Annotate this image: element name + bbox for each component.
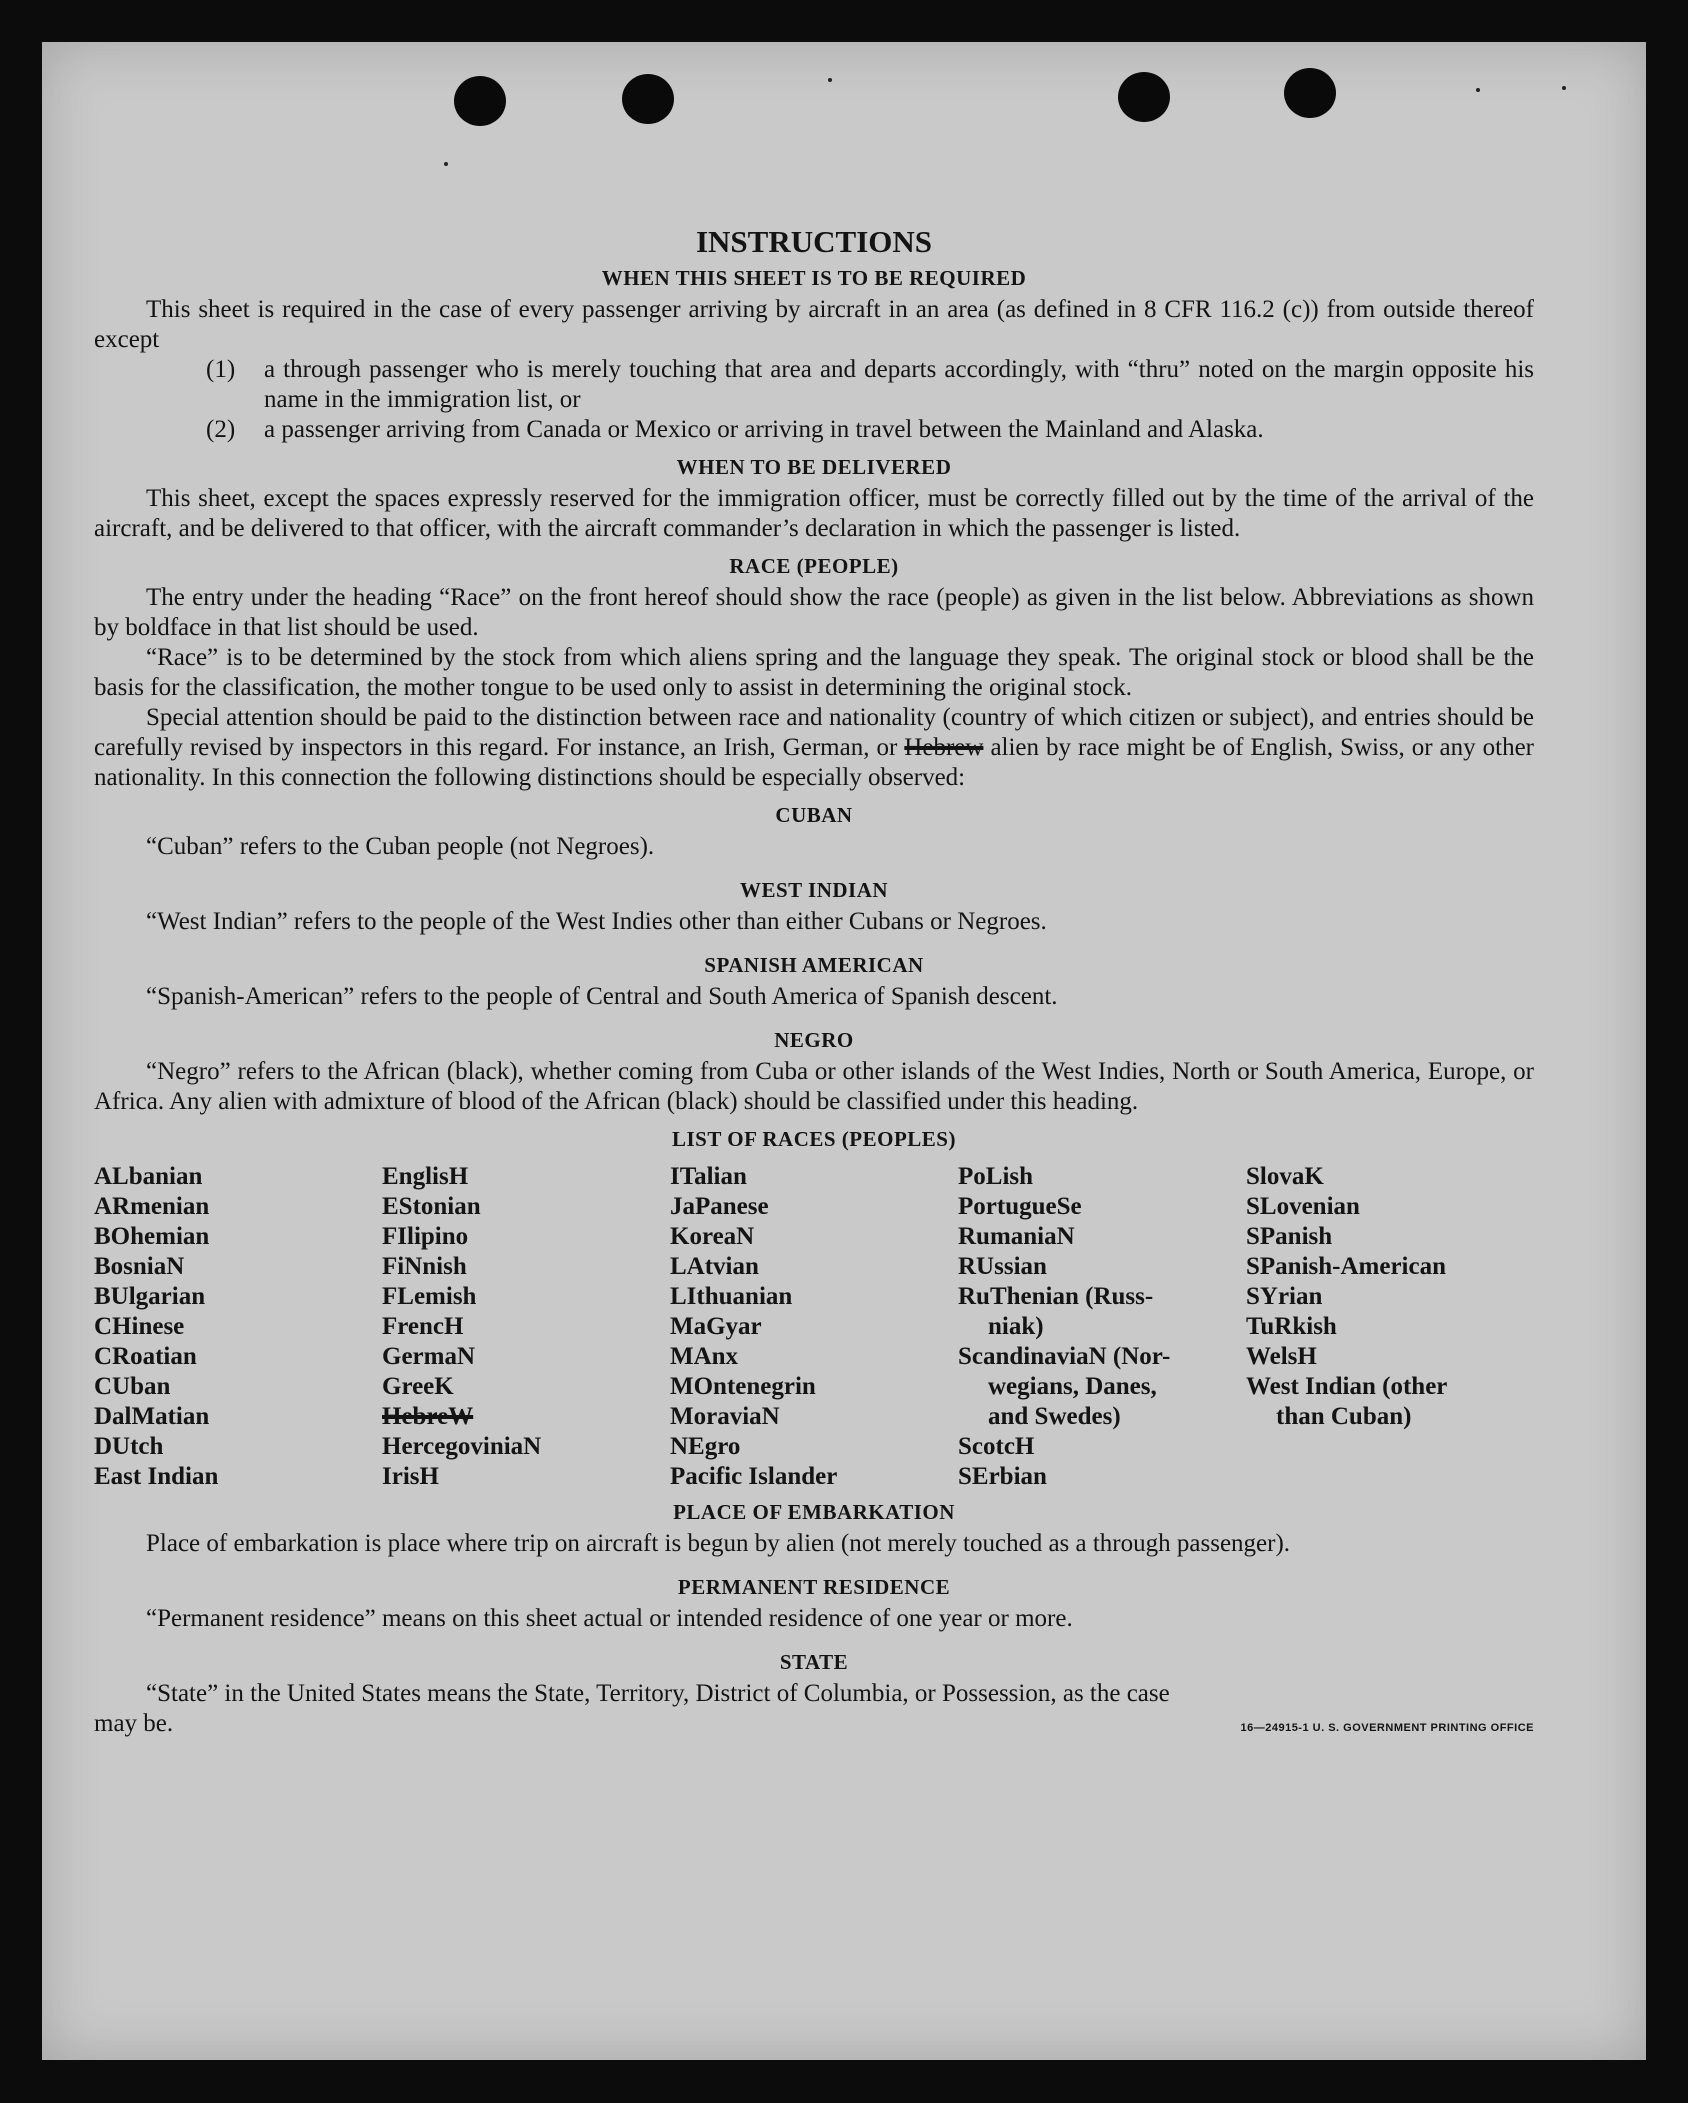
race-entry: FiNnish xyxy=(382,1253,467,1280)
race-entry: WelsH xyxy=(1246,1343,1317,1370)
race-entry: SlovaK xyxy=(1246,1163,1324,1190)
race-entry: RUssian xyxy=(958,1253,1047,1280)
state-text: “State” in the United States means the State, Territory, District of Columbia, or Possession, as the case xyxy=(146,1680,1170,1707)
race-entry: JaPanese xyxy=(670,1193,769,1220)
race-entry: ScotcH xyxy=(958,1433,1035,1460)
exception-item xyxy=(206,415,1534,445)
exception-number: (2) xyxy=(206,416,236,443)
race-entry: RuThenian (Russ- xyxy=(958,1283,1154,1310)
race-entry: CRoatian xyxy=(94,1343,197,1370)
race-entry: SPanish-American xyxy=(1246,1253,1446,1280)
race-entry: LIthuanian xyxy=(670,1283,793,1310)
exception-text: a through passenger who is merely touching that area and departs accordingly, with “thru” noted on the margin opposite his name in the immigration list, or xyxy=(264,356,1534,413)
section-heading-residence: PERMANENT RESIDENCE xyxy=(677,1575,951,1599)
race-entry: DUtch xyxy=(94,1433,164,1460)
section-heading-races-list: LIST OF RACES (PEOPLES) xyxy=(672,1127,956,1151)
race-paragraph-2: “Race” is to be determined by the stock from which aliens spring and the language they speak. The original stock or blood shall be the basis for the classification, the mother tongue to be used only to assist in determining the original stock. xyxy=(94,644,1534,701)
race-entry: GermaN xyxy=(382,1343,476,1370)
race-entry: HercegoviniaN xyxy=(382,1433,542,1460)
race-entry: BosniaN xyxy=(94,1253,185,1280)
race-entry: NEgro xyxy=(670,1433,741,1460)
section-heading-embarkation: PLACE OF EMBARKATION xyxy=(673,1500,955,1524)
races-list xyxy=(94,1162,1534,1492)
negro-text: “Negro” refers to the African (black), whether coming from Cuba or other islands of the West Indies, North or South America, Europe, or Africa. Any alien with admixture of blood of the African (black) should be classified under this heading. xyxy=(94,1058,1534,1115)
race-entry: East Indian xyxy=(94,1463,219,1490)
cuban-text: “Cuban” refers to the Cuban people (not Negroes). xyxy=(146,833,655,860)
document-sheet xyxy=(42,42,1646,2060)
race-entry: PortugueSe xyxy=(958,1193,1082,1220)
when-required-intro: This sheet is required in the case of every passenger arriving by aircraft in an area (as defined in 8 CFR 116.2 (c)) from outside thereof except xyxy=(94,296,1534,353)
race-entry: SErbian xyxy=(958,1463,1047,1490)
race-entry: ALbanian xyxy=(94,1163,203,1190)
race-entry: MoraviaN xyxy=(670,1403,780,1430)
race-entry: and Swedes) xyxy=(988,1403,1121,1430)
race-entry: West Indian (other xyxy=(1246,1373,1448,1400)
race-entry: BOhemian xyxy=(94,1223,210,1250)
punch-hole xyxy=(1118,72,1170,122)
instructions-content xyxy=(94,174,1534,1739)
section-heading-race: RACE (PEOPLE) xyxy=(729,554,899,578)
race-entry: DalMatian xyxy=(94,1403,210,1430)
race-paragraph-3-start: Special attention should be paid to the distinction between race and nationality (country of which citizen or subject), and entries should be carefully revised by inspectors in this regard. For instance, an Irish, German, or xyxy=(94,704,1534,761)
race-entry: SPanish xyxy=(1246,1223,1333,1250)
section-heading-west-indian: WEST INDIAN xyxy=(739,878,889,902)
races-column xyxy=(670,1162,958,1492)
race-entry: CHinese xyxy=(94,1313,185,1340)
section-heading-when-required: WHEN THIS SHEET IS TO BE REQUIRED xyxy=(601,266,1027,290)
race-entry: TuRkish xyxy=(1246,1313,1337,1340)
when-delivered-text: This sheet, except the spaces expressly reserved for the immigration officer, must be correctly filled out by the time of the arrival of the aircraft, and be delivered to that officer, with the aircraft commander’s declaration in which the passenger is listed. xyxy=(94,485,1534,542)
page-title: INSTRUCTIONS xyxy=(695,224,932,259)
section-heading-state: STATE xyxy=(779,1650,849,1674)
state-text-end: may be. xyxy=(94,1710,174,1737)
race-entry-struck: HebreW xyxy=(382,1403,474,1430)
races-column xyxy=(94,1162,382,1492)
exception-number: (1) xyxy=(206,356,236,383)
west-indian-text: “West Indian” refers to the people of the West Indies other than either Cubans or Negroes. xyxy=(146,908,1047,935)
speck xyxy=(1476,88,1480,92)
race-entry: SLovenian xyxy=(1246,1193,1360,1220)
race-entry: EStonian xyxy=(382,1193,481,1220)
race-entry: IrisH xyxy=(382,1463,439,1490)
race-paragraph-3 xyxy=(94,703,1534,793)
race-entry: FrencH xyxy=(382,1313,464,1340)
race-entry: CUban xyxy=(94,1373,171,1400)
speck xyxy=(828,78,832,82)
section-heading-spanish-american: SPANISH AMERICAN xyxy=(704,953,924,977)
race-entry: EnglisH xyxy=(382,1163,469,1190)
punch-hole xyxy=(622,74,674,124)
section-heading-negro: NEGRO xyxy=(774,1028,854,1052)
exception-item xyxy=(206,355,1534,415)
speck xyxy=(1562,86,1566,90)
races-column xyxy=(382,1162,670,1492)
race-entry: FLemish xyxy=(382,1283,477,1310)
race-entry: SYrian xyxy=(1246,1283,1323,1310)
section-heading-when-delivered: WHEN TO BE DELIVERED xyxy=(676,455,952,479)
race-entry: KoreaN xyxy=(670,1223,755,1250)
race-entry: PoLish xyxy=(958,1163,1034,1190)
punch-hole xyxy=(454,76,506,126)
footer-row xyxy=(94,1709,1534,1739)
speck xyxy=(444,162,448,166)
races-column xyxy=(958,1162,1246,1492)
race-entry: niak) xyxy=(988,1313,1044,1340)
race-entry: ITalian xyxy=(670,1163,747,1190)
race-entry: ScandinaviaN (Nor- xyxy=(958,1343,1171,1370)
race-entry: MOntenegrin xyxy=(670,1373,816,1400)
race-entry: MAnx xyxy=(670,1343,739,1370)
race-entry: wegians, Danes, xyxy=(988,1373,1157,1400)
race-entry: BUlgarian xyxy=(94,1283,206,1310)
races-column xyxy=(1246,1162,1534,1492)
spanish-american-text: “Spanish-American” refers to the people of Central and South America of Spanish descent. xyxy=(146,983,1058,1010)
exception-text: a passenger arriving from Canada or Mexico or arriving in travel between the Mainland and Alaska. xyxy=(264,416,1264,443)
race-paragraph-1: The entry under the heading “Race” on the front hereof should show the race (people) as given in the list below. Abbreviations as shown by boldface in that list should be used. xyxy=(94,584,1534,641)
race-entry: GreeK xyxy=(382,1373,454,1400)
race-entry: FIlipino xyxy=(382,1223,469,1250)
embarkation-text: Place of embarkation is place where trip on aircraft is begun by alien (not merely touched as a through passenger). xyxy=(146,1530,1291,1557)
race-paragraph-3-end: alien by race might be of English, Swiss, or any other nationality. In this connection the following distinctions should be especially observed: xyxy=(94,734,1535,791)
race-entry: than Cuban) xyxy=(1276,1403,1412,1430)
residence-text: “Permanent residence” means on this sheet actual or intended residence of one year or more. xyxy=(146,1605,1073,1632)
race-entry: Pacific Islander xyxy=(670,1463,838,1490)
race-entry: LAtvian xyxy=(670,1253,759,1280)
printing-office-note: 16—24915-1 U. S. GOVERNMENT PRINTING OFFICE xyxy=(1240,1722,1534,1734)
race-entry: MaGyar xyxy=(670,1313,762,1340)
section-heading-cuban: CUBAN xyxy=(775,803,853,827)
punch-hole xyxy=(1284,68,1336,118)
race-entry: ARmenian xyxy=(94,1193,210,1220)
race-entry: RumaniaN xyxy=(958,1223,1075,1250)
struck-word: Hebrew xyxy=(904,734,984,761)
